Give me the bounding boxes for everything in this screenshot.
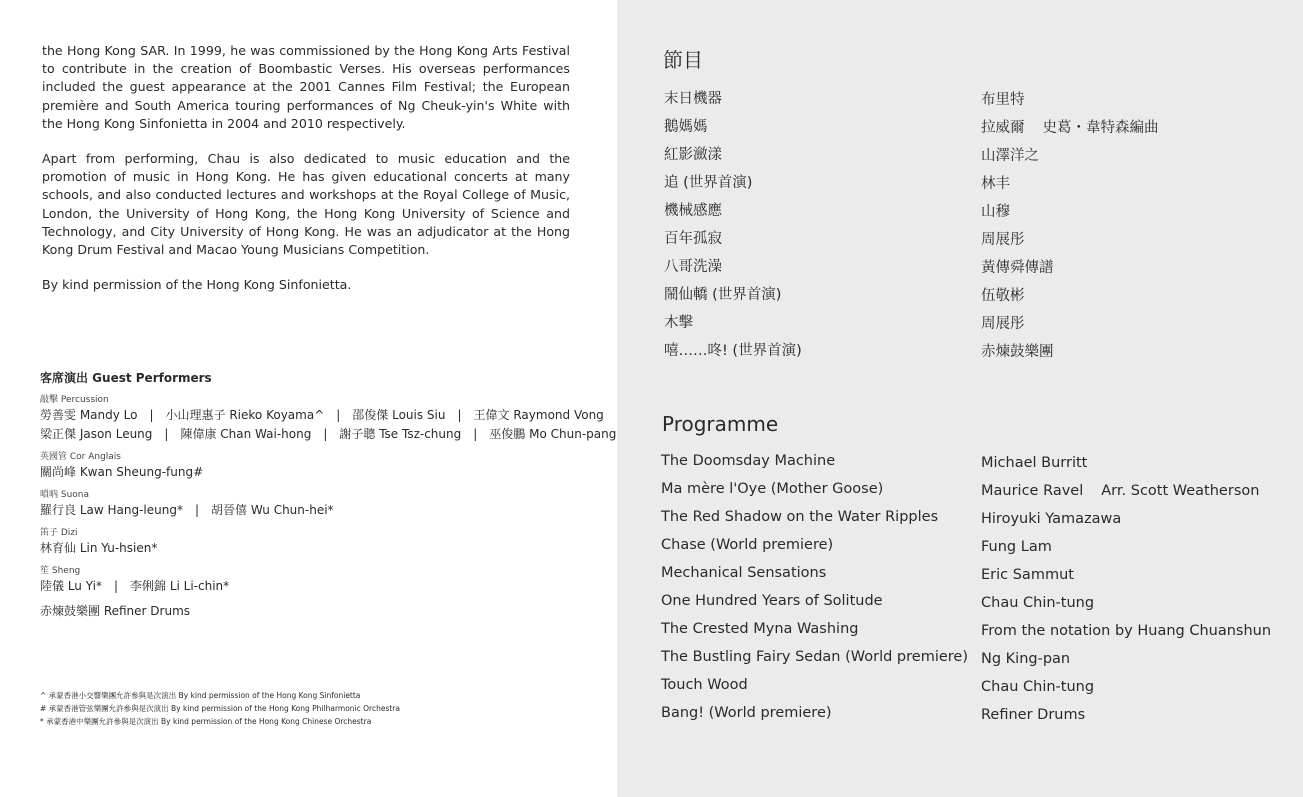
programme-works-english [661,447,968,727]
work-title: One Hundred Years of Solitude [661,593,883,609]
work-title: Bang! (World premiere) [661,705,832,721]
performer-name: 胡晉僖 Wu Chun-hei* [211,503,334,517]
work-title: 末日機器 [664,91,722,107]
instrument-label-dizi: 笛子 Dizi [40,528,78,538]
composer-name: 伍敬彬 [981,288,1025,304]
bio-paragraph-3: By kind permission of the Hong Kong Sinfonietta. [42,277,352,293]
work-title: Chase (World premiere) [661,537,834,553]
composer-name: Chau Chin-tung [981,595,1095,611]
composer-name: 黃傳舜傳譜 [981,260,1054,276]
work-title: Ma mère l'Oye (Mother Goose) [661,481,884,497]
work-title: The Red Shadow on the Water Ripples [661,509,939,525]
work-title: 機械感應 [664,203,722,219]
composer-name: 周展彤 [981,232,1025,248]
arranger-name: Arr. Scott Weatherson [1101,483,1260,499]
performer-row [40,463,600,482]
performer-name: 小山理惠子 Rieko Koyama^ [165,408,325,422]
composer-name [981,114,1159,142]
arranger-name: 史葛・韋特森編曲 [1042,120,1159,136]
composer-name: 布里特 [981,92,1025,108]
performer-name: 李俐錦 Li Li-chin* [130,579,230,593]
performer-name: 林育仙 Lin Yu-hsien* [40,541,158,555]
bio-paragraph-2: Apart from performing, Chau is also dedicated to music education and the promotion of music in Hong Kong. He has given educational concerts at many schools, and also conducted lectures and workshops at the Royal College of Music, London, the University of Hong Kong, the Hong Kong University of Science and Technology, and City University of Hong Kong. He was an adjudicator at the Hong Kong Drum Festival and Macao Young Musicians Competition. [42,151,570,258]
performer-row [40,425,617,444]
work-title: The Crested Myna Washing [661,621,859,637]
composer-name: 赤煉鼓樂團 [981,344,1054,360]
performer-name: 梁正傑 Jason Leung [40,427,153,441]
work-title: 追 (世界首演) [664,175,753,191]
separator: | [164,427,169,441]
work-title: 嘻……咚! (世界首演) [664,343,802,359]
instrument-label-percussion: 敲擊 Percussion [40,395,109,405]
programme-works-chinese [664,85,802,365]
performer-name: 巫俊鵬 Mo Chun-pang [489,427,617,441]
composer-name: From the notation by Huang Chuanshun [981,623,1272,639]
performer-row [40,501,600,520]
work-title: Mechanical Sensations [661,565,827,581]
performer-row [40,577,600,596]
composer-name: 山澤洋之 [981,148,1039,164]
performer-name: 關尚峰 Kwan Sheung-fung# [40,465,204,479]
separator: | [194,503,200,517]
composer-name: Fung Lam [981,539,1052,555]
work-title: 木擊 [664,315,693,331]
separator: | [323,427,328,441]
composer-name-text: Maurice Ravel [981,483,1084,499]
composer-name: Ng King-pan [981,651,1071,667]
performer-name: 勞善雯 Mandy Lo [40,408,138,422]
work-title: The Doomsday Machine [661,453,836,469]
programme-title-english: Programme [662,412,779,436]
separator: | [457,408,462,422]
composer-name-text: 拉威爾 [981,120,1025,136]
work-title: The Bustling Fairy Sedan (World premiere) [661,649,968,665]
work-title: 紅影瀲漾 [664,147,722,163]
performer-name: 陳偉康 Chan Wai-hong [180,427,312,441]
biography [42,42,570,311]
composer-name [981,477,1271,505]
programme-title-chinese: 節目 [663,48,703,72]
separator: | [336,408,341,422]
footnote: # 承蒙香港管弦樂團允許參與是次演出 By kind permission of the Hong Kong Philharmonic Orchestra [40,704,400,713]
work-title: 鵝媽媽 [664,119,708,135]
composer-name: 林丰 [981,176,1010,192]
composer-name: 周展彤 [981,316,1025,332]
performer-name: 王偉文 Raymond Vong [473,408,604,422]
footnote: * 承蒙香港中樂團允許參與是次演出 By kind permission of the Hong Kong Chinese Orchestra [40,717,372,726]
work-title: Touch Wood [661,677,748,693]
composer-name: Refiner Drums [981,707,1086,723]
programme-composers-chinese [981,86,1159,366]
guest-performers [40,369,617,621]
separator: | [113,579,118,593]
performer-name: 邵俊傑 Louis Siu [352,408,446,422]
work-title: 鬧仙轎 (世界首演) [664,287,782,303]
work-title: 八哥洗澡 [664,259,722,275]
separator: | [473,427,478,441]
bio-paragraph-1: the Hong Kong SAR. In 1999, he was commissioned by the Hong Kong Arts Festival to contribute in the creation of Boombastic Verses. His overseas performances included the guest appearance at the 2001 Cannes Film Festival; the European première and South America touring performances of Ng Cheuk-yin's White with the Hong Kong Sinfonietta in 2004 and 2010 respectively. [42,43,570,131]
composer-name: 山穆 [981,204,1010,220]
performer-name: 陸儀 Lu Yi* [40,579,102,593]
instrument-label-suona: 嗩吶 Suona [40,490,90,500]
performer-row [40,539,600,558]
programme-composers-english [981,449,1271,729]
performer-name: 謝子聰 Tse Tsz-chung [339,427,462,441]
composer-name: Chau Chin-tung [981,679,1095,695]
performer-name: 羅行良 Law Hang-leung* [40,503,183,517]
left-page [0,0,617,797]
composer-name: Hiroyuki Yamazawa [981,511,1122,527]
instrument-label-sheng: 笙 Sheng [40,566,81,576]
separator: | [149,408,154,422]
footnote: ^ 承蒙香港小交響樂團允許參與是次演出 By kind permission of the Hong Kong Sinfonietta [40,691,361,700]
performer-row-refiner-drums: 赤煉鼓樂團 Refiner Drums [40,604,191,618]
instrument-label-cor-anglais: 英國管 Cor Anglais [40,452,121,462]
performer-row [40,406,604,425]
composer-name: Eric Sammut [981,567,1074,583]
composer-name: Michael Burritt [981,455,1088,471]
footnotes [40,689,400,728]
work-title: 百年孤寂 [664,231,722,247]
guest-performers-title: 客席演出 Guest Performers [40,371,212,385]
